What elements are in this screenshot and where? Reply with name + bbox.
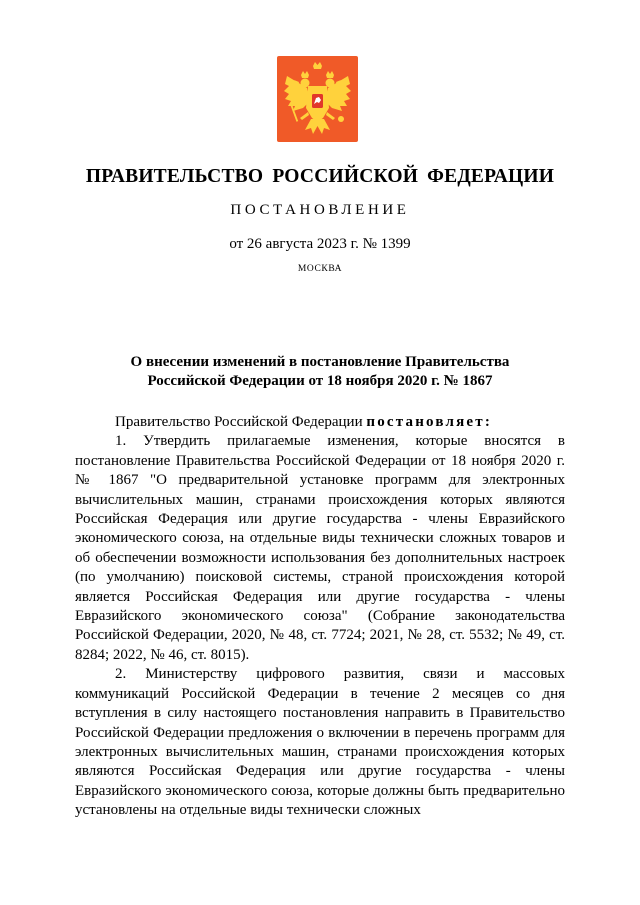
document-body [75, 413, 565, 821]
intro-text: Правительство Российской Федерации [115, 414, 367, 430]
subject-line-1: О внесении изменений в постановление Правительства [130, 354, 510, 370]
intro-paragraph [75, 413, 565, 432]
document-city: МОСКВА [297, 264, 343, 274]
paragraph-2: 2. Министерству цифрового развития, связи и массовых коммуникаций Российской Федерации в течение 2 месяцев со дня вступления в силу настоящего постановления направить в Правительство Российской Федерации предложения о включении в перечень программ для электронных вычислительных машин, странами происхождения которых являются Российская Федерация или другие государства - члены Евразийского экономического союза, которые должны быть предварительно установлены на отдельные виды технически сложных [75, 666, 565, 819]
document-type: ПОСТАНОВЛЕНИЕ [230, 202, 410, 218]
coat-of-arms-emblem [277, 56, 358, 142]
intro-action: постановляет: [366, 414, 493, 430]
document-subject [0, 353, 640, 391]
paragraph-1: 1. Утвердить прилагаемые изменения, которые вносятся в постановление Правительства Российской Федерации от 18 ноября 2020 г. № 1867 "О предварительной установке программ для электронных вычислительных машин, странами происхождения которых являются Российская Федерация или другие государства - члены Евразийского экономического союза, на отдельные виды технически сложных товаров и об обеспечении возможности использования без дополнительных настроек (по умолчанию) поисковой системы, страной происхождения которой является Российская Федерация или другие государства - члены Евразийского экономического союза" (Собрание законодательства Российской Федерации, 2020, № 48, ст. 7724; 2021, № 28, ст. 5532; № 49, ст. 8284; 2022, № 46, ст. 8015). [75, 433, 565, 663]
government-title: ПРАВИТЕЛЬСТВО РОССИЙСКОЙ ФЕДЕРАЦИИ [85, 166, 555, 187]
document-date-number: от 26 августа 2023 г. № 1399 [229, 236, 411, 252]
subject-line-2: Российской Федерации от 18 ноября 2020 г. № 1867 [147, 373, 493, 389]
